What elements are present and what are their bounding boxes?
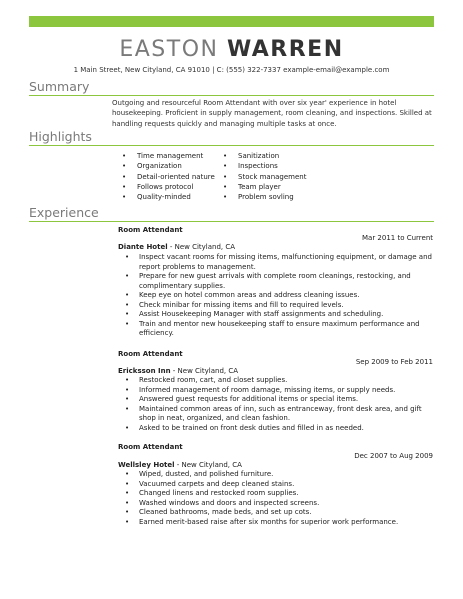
highlight-item: • Follows protocol [122,182,215,192]
job-dates: Mar 2011 to Current [361,234,433,242]
job-dates: Sep 2009 to Feb 2011 [355,358,433,366]
highlight-item: • Organization [122,161,215,171]
highlight-item: • Problem sovling [223,192,307,202]
job-bullets [125,470,440,527]
bullet-item: • Answered guest requests for additional items or special items. [125,395,440,405]
highlight-item: • Sanitization [223,151,307,161]
contact-line: 1 Main Street, New Cityland, CA 91010 | C: (555) 322-7337 example-email@example.com [73,66,390,74]
bullet-item: • Wiped, dusted, and polished furniture. [125,470,440,480]
bullet-item: • Informed management of room damage, missing items, or supply needs. [125,386,440,396]
highlights-divider [29,145,434,146]
highlight-item: • Time management [122,151,215,161]
summary-heading: Summary [29,79,90,94]
highlight-item: • Inspections [223,161,307,171]
bullet-item: • Restocked room, cart, and closet supplies. [125,376,440,386]
bullet-item: • Check minibar for missing items and fill to required levels. [125,301,440,311]
job-employer [118,242,235,252]
highlights-list-right [223,151,307,202]
bullet-item: • Inspect vacant rooms for missing items, malfunctioning equipment, or damage and report problems to management. [125,253,440,272]
top-accent-bar [29,16,434,27]
highlight-item: • Team player [223,182,307,192]
job-title: Room Attendant [118,350,183,358]
highlights-heading: Highlights [29,129,92,144]
bullet-item: • Maintained common areas of inn, such as entranceway, front desk area, and gift shop in neat, organized, and clean fashion. [125,405,440,424]
summary-divider [29,95,434,96]
employer-location: - New Cityland, CA [174,461,242,469]
job-dates: Dec 2007 to Aug 2009 [354,452,433,460]
highlights-list-left [122,151,215,202]
job-employer [118,460,242,470]
experience-heading: Experience [29,205,99,220]
employer-name: Wellsley Hotel [118,461,175,469]
bullet-item: • Cleaned bathrooms, made beds, and set up cots. [125,508,440,518]
bullet-item: • Vacuumed carpets and deep cleaned stains. [125,480,440,490]
experience-divider [29,221,434,222]
employer-name: Ericksson Inn [118,367,171,375]
employer-name: Diante Hotel [118,243,168,251]
bullet-item: • Earned merit-based raise after six months for superior work performance. [125,518,440,528]
first-name: EASTON [119,37,219,62]
highlight-item: • Detail-oriented nature [122,172,215,182]
bullet-item: • Prepare for new guest arrivals with complete room cleanings, restocking, and complimentary supplies. [125,272,440,291]
candidate-name [0,37,463,63]
highlight-item: • Quality-minded [122,192,215,202]
last-name: WARREN [227,37,344,62]
bullet-item: • Washed windows and doors and inspected screens. [125,499,440,509]
job-bullets [125,253,440,339]
highlight-item: • Stock management [223,172,307,182]
summary-text: Outgoing and resourceful Room Attendant with over six year' experience in hotel housekeeping. Proficient in supply management, room cleaning, and inspections. Skilled at handling requests quickly and managing multiple tasks at once. [112,99,432,128]
employer-location: - New Cityland, CA [167,243,236,251]
employer-location: - New Cityland, CA [170,367,239,375]
bullet-item: • Keep eye on hotel common areas and address cleaning issues. [125,291,440,301]
job-bullets [125,376,440,433]
bullet-item: • Changed linens and restocked room supplies. [125,489,440,499]
job-employer [118,366,238,376]
bullet-item: • Asked to be trained on front desk duties and filled in as needed. [125,424,440,434]
bullet-item: • Assist Housekeeping Manager with staff assignments and scheduling. [125,310,440,320]
bullet-item: • Train and mentor new housekeeping staff to ensure maximum performance and efficiency. [125,320,440,339]
job-title: Room Attendant [118,226,183,234]
job-title: Room Attendant [118,443,183,451]
